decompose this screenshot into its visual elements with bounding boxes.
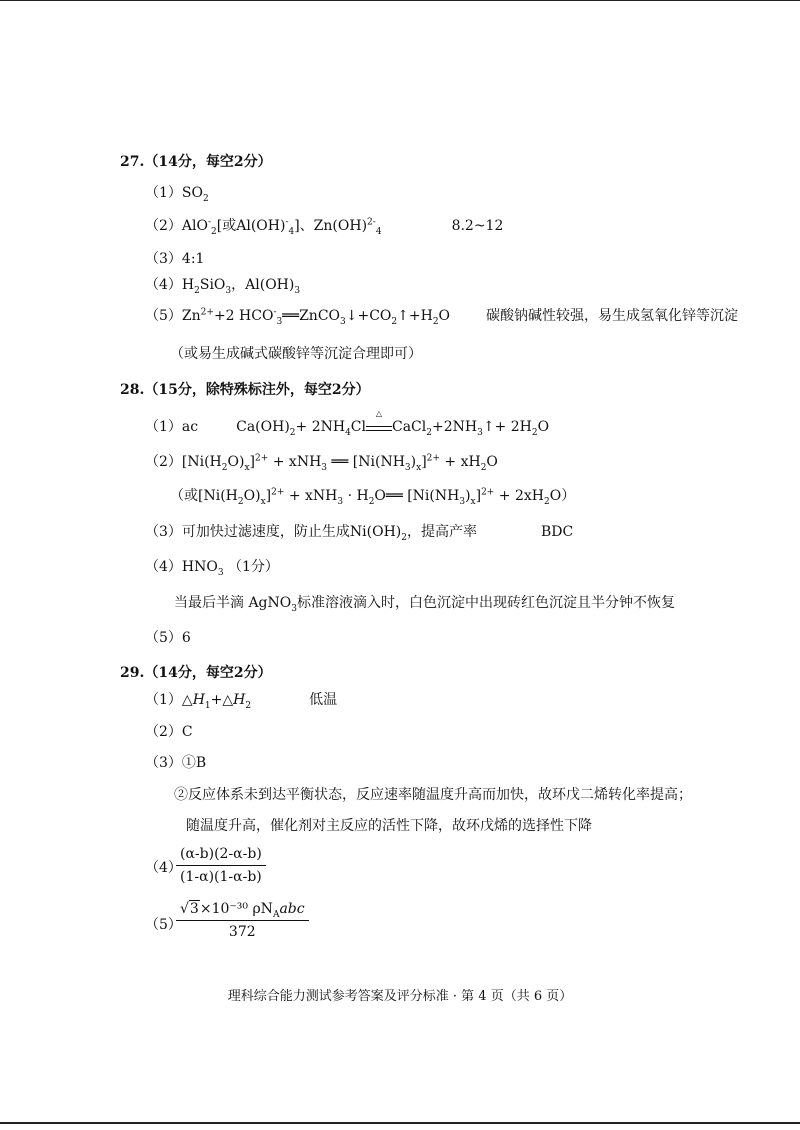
q29-header: 29.（14分，每空2分） xyxy=(120,665,272,681)
fraction-denominator: 372 xyxy=(228,924,256,940)
q27-answer-5-note2: （或易生成碱式碳酸锌等沉淀合理即可） xyxy=(170,346,422,362)
fraction-numerator: (α-b)(2-α-b) xyxy=(176,845,266,866)
q27-header: 27.（14分，每空2分） xyxy=(120,154,272,170)
q28-answer-2-alt: （或$[Ni(H_2O)_x]^{2+} + xNH_3$ · $H_2O══$ $[Ni(NH_3)_x]^{2+} + 2xH_2O$） xyxy=(170,487,576,507)
q27-answer-2: （2）AlO-$_2$[或$Al(OH)^-_4$]、Zn(OH)$^{2-}_4$ 8.2~12 xyxy=(145,217,504,237)
q28-answer-2: $(2)[Ni(H_2O)_x]^{2+} + xNH_3$ ══ $[Ni(NH_3)_x]^{2+} + xH_2O$ xyxy=(145,453,498,473)
q27-answer-3: （3）4:1 xyxy=(145,251,205,267)
page-top-edge xyxy=(0,0,800,1)
q28-header: 28.（15分，除特殊标注外，每空2分） xyxy=(120,382,370,398)
q29-answer-5-label: （5） xyxy=(145,917,182,933)
q27-answer-5: $(5)Zn^{2+}+2$ $HCO^-_3══ZnCO_3↓+CO_2↑+H_2O$ 碳酸钠碱性较强，易生成氢氧化锌等沉淀 xyxy=(145,307,739,327)
q29-answer-1: $(1)\triangle H_1+\triangle H_2$ 低温 xyxy=(145,692,338,711)
q29-answer-4-label: （4） xyxy=(145,860,182,876)
q28-answer-5: （5）6 xyxy=(145,630,191,646)
fraction-numerator: √3×10⁻³⁰ $\rho N_Aabc$ xyxy=(176,900,309,921)
q29-answer-3-note1: ②反应体系未到达平衡状态，反应速率随温度升高而加快，故环戊二烯转化率提高； xyxy=(174,787,692,803)
q28-answer-4: $(4)HNO_3$ （1分） xyxy=(145,559,279,578)
page-bottom-edge xyxy=(0,1122,800,1124)
q29-answer-2: （2）C xyxy=(145,724,193,740)
q28-answer-1: （1）ac $Ca(OH)_2+ 2NH_4Cl$ △ $CaCl_2+2NH_3↑+ 2H_2O$ xyxy=(145,409,550,438)
page-footer: 理科综合能力测试参考答案及评分标准 · 第 4 页（共 6 页） xyxy=(227,989,573,1004)
q29-answer-3-note2: 随温度升高，催化剂对主反应的活性下降，故环戊烯的选择性下降 xyxy=(186,818,592,834)
q27-answer-1: $(1)SO_2$ xyxy=(145,185,209,204)
q29-answer-1-note: 低温 xyxy=(309,692,338,708)
q28-answer-4-note: 当最后半滴 AgNO$_3$标准溶液滴入时，白色沉淀中出现砖红色沉淀且半分钟不恢复 xyxy=(174,595,675,614)
q28-answer-3: （3）可加快过滤速度，防止生成$Ni(OH)_2$，提高产率 BDC xyxy=(145,524,574,543)
sqrt-radicand: 3 xyxy=(189,901,199,917)
q29-answer-4-fraction xyxy=(176,845,266,886)
q28-answer-3-order: BDC xyxy=(540,524,574,540)
q27-answer-5-note: 碳酸钠碱性较强，易生成氢氧化锌等沉淀 xyxy=(486,308,739,324)
heating-condition-sign: △ xyxy=(366,418,392,431)
q29-answer-3: （3）①B xyxy=(145,755,207,771)
q29-answer-5-fraction xyxy=(176,900,309,941)
q27-answer-4: $(4)H_2SiO_3$，$Al(OH)_3$ xyxy=(145,277,301,296)
q27-ph-range: 8.2~12 xyxy=(451,218,504,234)
fraction-denominator: (1-α)(1-α-b) xyxy=(180,869,262,885)
